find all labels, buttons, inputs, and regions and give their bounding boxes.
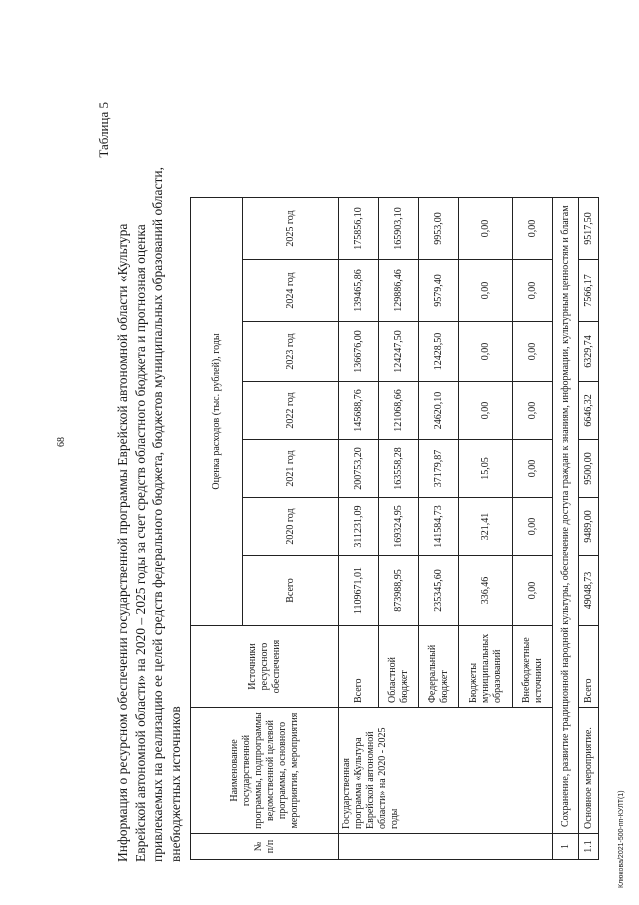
header-name: Наименование государственной программы, подпрограммы ведомственной целевой программы, основного мероприятия, мероприятия	[191, 708, 339, 834]
header-year: 2020 год	[243, 498, 339, 556]
source-cell: Всего	[579, 626, 599, 708]
value-cell: 6329,74	[579, 322, 599, 382]
value-cell: 9517,50	[579, 198, 599, 260]
program-num	[339, 834, 553, 860]
value-cell: 136676,00	[339, 322, 379, 382]
rotated-page-content	[80, 80, 594, 880]
section-title: Сохранение, развитие традиционной народной культуры, обеспечение доступа граждан к знаниям, информации, культурным ценностям и благам	[553, 198, 579, 834]
value-cell: 15,05	[459, 440, 513, 498]
header-year: 2024 год	[243, 260, 339, 322]
header-num: № п/п	[191, 834, 339, 860]
value-cell: 311231,09	[339, 498, 379, 556]
value-cell: 9489,00	[579, 498, 599, 556]
value-cell: 9500,00	[579, 440, 599, 498]
table-row	[339, 198, 379, 860]
value-cell: 139465,86	[339, 260, 379, 322]
title-line: внебюджетных источников	[167, 706, 183, 862]
value-cell: 169324,95	[379, 498, 419, 556]
value-cell: 7566,17	[579, 260, 599, 322]
value-cell: 0,00	[459, 382, 513, 440]
value-cell: 175856,10	[339, 198, 379, 260]
value-cell: 235345,60	[419, 556, 459, 626]
item-name: Основное мероприятие.	[579, 708, 599, 834]
item-num: 1.1	[579, 834, 599, 860]
title-line: привлекаемых на реализацию ее целей средств федерального бюджета, бюджетов муниципальных образований области,	[150, 167, 165, 862]
value-cell: 1109671,01	[339, 556, 379, 626]
header-estimate: Оценка расходов (тыс. рублей), годы	[191, 198, 243, 626]
value-cell: 24620,10	[419, 382, 459, 440]
value-cell: 0,00	[513, 198, 553, 260]
header-year: 2023 год	[243, 322, 339, 382]
document-code: Клюкова/2021-500-пп-КУЛТ(1)	[618, 790, 625, 888]
section-num: 1	[553, 834, 579, 860]
value-cell: 200753,20	[339, 440, 379, 498]
value-cell: 321,41	[459, 498, 513, 556]
page-number: 68	[56, 437, 67, 447]
value-cell: 0,00	[513, 440, 553, 498]
value-cell: 163558,28	[379, 440, 419, 498]
value-cell: 37179,87	[419, 440, 459, 498]
value-cell: 0,00	[513, 260, 553, 322]
value-cell: 129886,46	[379, 260, 419, 322]
value-cell: 124247,50	[379, 322, 419, 382]
header-year: 2022 год	[243, 382, 339, 440]
table-row	[579, 198, 599, 860]
resource-table	[190, 197, 599, 860]
source-cell: Бюджеты муниципальных образований	[459, 626, 513, 708]
value-cell: 9579,40	[419, 260, 459, 322]
value-cell: 49048,73	[579, 556, 599, 626]
value-cell: 336,46	[459, 556, 513, 626]
value-cell: 0,00	[459, 198, 513, 260]
section-row	[553, 198, 579, 860]
program-name: Государственная программа «Культура Еврейской автономной области» на 2020 - 2025 годы	[339, 708, 553, 834]
value-cell: 9953,00	[419, 198, 459, 260]
header-year: 2021 год	[243, 440, 339, 498]
value-cell: 0,00	[459, 322, 513, 382]
value-cell: 6646,32	[579, 382, 599, 440]
source-cell: Внебюджетные источники	[513, 626, 553, 708]
source-cell: Всего	[339, 626, 379, 708]
value-cell: 0,00	[513, 556, 553, 626]
value-cell: 0,00	[459, 260, 513, 322]
table-label: Таблица 5	[96, 102, 111, 158]
header-year: 2025 год	[243, 198, 339, 260]
header-source: Источники ресурсного обеспечения	[191, 626, 339, 708]
source-cell: Федеральный бюджет	[419, 626, 459, 708]
value-cell: 165903,10	[379, 198, 419, 260]
title-line: Информация о ресурсном обеспечении государственной программы Еврейской автономной области «Культура	[115, 223, 130, 862]
source-cell: Областной бюджет	[379, 626, 419, 708]
value-cell: 145688,76	[339, 382, 379, 440]
value-cell: 0,00	[513, 322, 553, 382]
value-cell: 141584,73	[419, 498, 459, 556]
value-cell: 121068,66	[379, 382, 419, 440]
value-cell: 12428,50	[419, 322, 459, 382]
value-cell: 0,00	[513, 382, 553, 440]
header-year: Всего	[243, 556, 339, 626]
title-line: Еврейской автономной области» на 2020 – 2025 годы за счет средств областного бюджета и прогнозная оценка	[132, 224, 148, 862]
value-cell: 873988,95	[379, 556, 419, 626]
value-cell: 0,00	[513, 498, 553, 556]
table-title	[114, 104, 184, 862]
